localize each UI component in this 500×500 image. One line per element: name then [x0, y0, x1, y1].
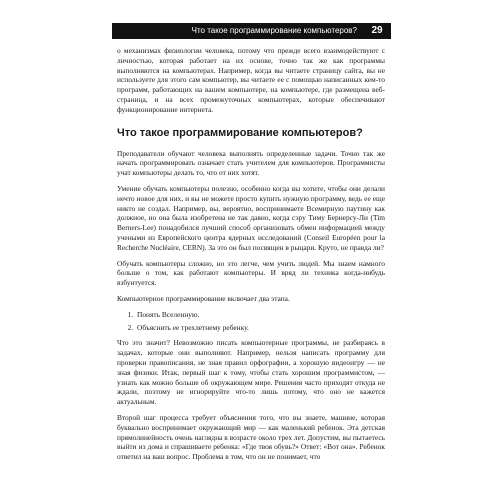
body-paragraph: Что это значит? Невозможно писать компьютерные программы, не разбираясь в задачах, которые они выполняют. Например, нельзя написать программу для проверки правописания, не зная правил орфографии, а хорошую видеоигру — не зная физики. Итак, первый шаг к тому, чтобы стать хорошим программистом, — узнать как можно больше об окружающем мире. Решения часто приходят откуда не ждали, поэтому не игнорируйте что-то лишь потому, что оно не кажется актуальным. [117, 338, 385, 407]
running-header [112, 23, 391, 39]
body-paragraph: Умение обучать компьютеры полезно, особенно когда вы хотите, чтобы они делали нечто новое для них, и вы не можете просто купить нужную программу, ведь ее еще никто не создал. Например, вы, вероятно, воспринимаете Всемирную паутину как должное, но она была изобретена не так давно, когда сэру Тиму Бернерсу-Ли (Tim Berners-Lee) понадобился лучший способ организовать обмен информацией между учеными из Европейского центра ядерных исследований (Conseil Européen pour la Recherche Nucléaire, CERN). За это он был посвящен в рыцари. Круто, не правда ли? [117, 183, 385, 252]
body-paragraph: Преподаватели обучают человека выполнять определенные задачи. Точно так же начать программировать означает стать учителем для компьютеров. Программисты учат компьютеры делать то, что от них хотят. [117, 148, 385, 178]
running-header-title: Что такое программирование компьютеров? [191, 26, 357, 35]
page-body [117, 46, 385, 468]
list-item: 1. Понять Вселенную. [135, 310, 385, 320]
body-paragraph: Второй шаг процесса требует объяснения того, что вы знаете, машине, которая буквально воспринимает окружающий мир — как маленький ребенок. Эта детская прямолинейность очень наглядна в возрасте около трех лет. Допустим, вы пытаетесь выйти из дома и спрашиваете ребенка: «Где твоя обувь?» Ответ: «Вот она». Ребенок ответил на ваш вопрос. Проблема в том, что он не понимает, что [117, 412, 385, 462]
body-paragraph: о механизмах физиологии человека, потому что прежде всего взаимодействуют с личностью, которая работает на их основе, точно так же как программы выполняются на компьютерах. Например, когда вы читаете страницу сайта, вы не используете для этого сам компьютер, вы читаете ее с помощью написанных кем-то программ, работающих на вашем компьютере, на компьютере, где размещена веб-страница, и на всех промежуточных компьютерах, которые обеспечивают функционирование интернета. [117, 46, 385, 114]
body-paragraph: Компьютерное программирование включает два этапа. [117, 293, 290, 303]
list-item: 2. Объяснить ее трехлетнему ребенку. [135, 323, 385, 333]
page-number: 29 [371, 25, 383, 36]
section-heading: Что такое программирование компьютеров? [117, 126, 363, 139]
body-paragraph: Обучать компьютеры сложно, но это легче, чем учить людей. Мы знаем намного больше о том, как работают компьютеры. И вряд ли техника когда-нибудь взбунтуется. [117, 258, 385, 288]
steps-list [117, 310, 385, 333]
